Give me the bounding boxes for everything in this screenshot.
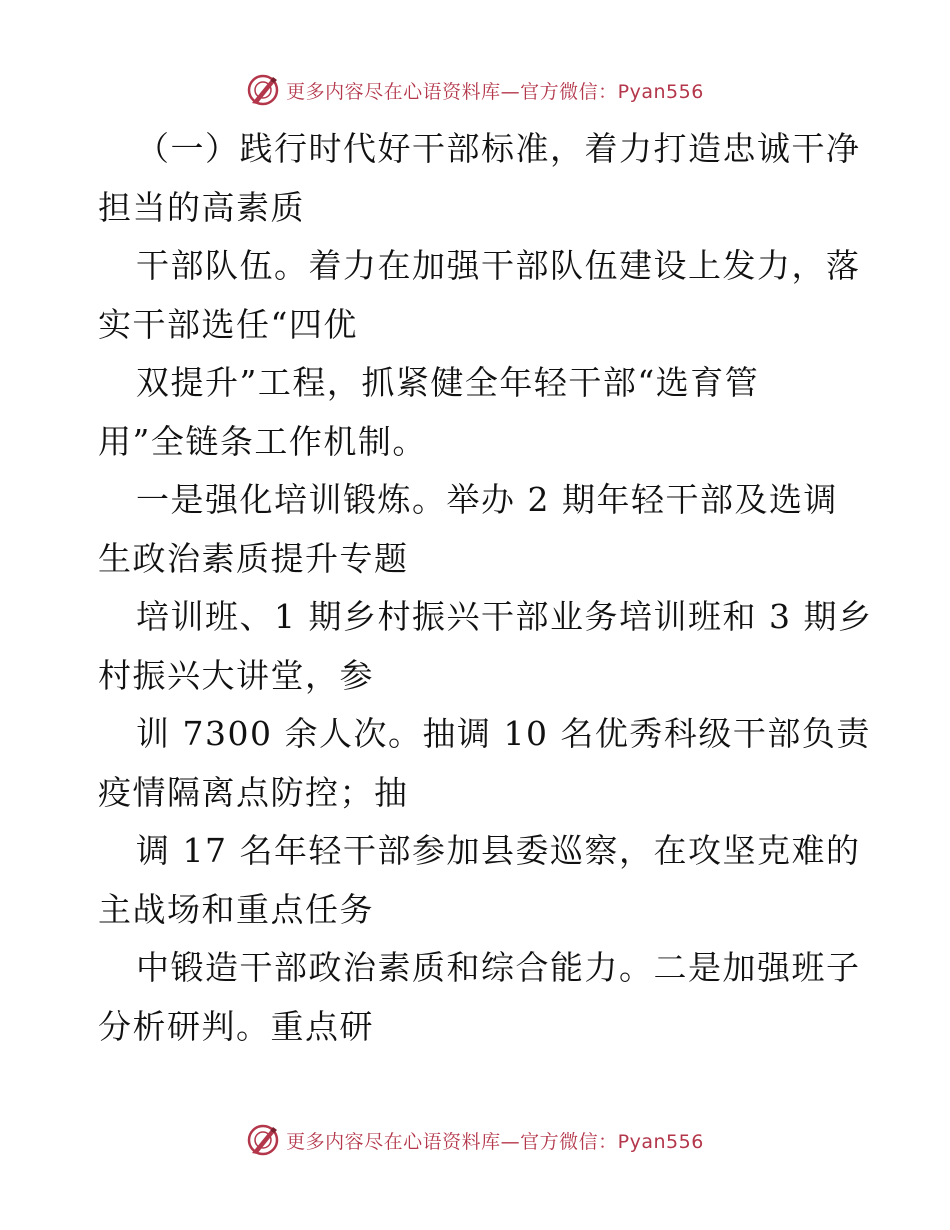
footer-banner xyxy=(0,1120,950,1160)
paragraph-line: 调 17 名年轻干部参加县委巡察，在攻坚克难的 xyxy=(136,831,861,870)
paragraph-line: 担当的高素质 xyxy=(98,187,305,227)
paragraph-line: 训 7300 余人次。抽调 10 名优秀科级干部负责 xyxy=(136,714,871,753)
header-banner-text: 更多内容尽在心语资料库—官方微信：Pyan556 xyxy=(286,80,704,103)
paragraph-line: 中锻造干部政治素质和综合能力。二是加强班子 xyxy=(136,948,861,987)
paragraph-line: 生政治素质提升专题 xyxy=(98,538,409,578)
paragraph-line: 疫情隔离点防控；抽 xyxy=(98,772,409,812)
paragraph-line: 分析研判。重点研 xyxy=(98,1006,374,1046)
paragraph-line: 双提升”工程，抓紧健全年轻干部“选育管 xyxy=(136,363,760,402)
document-body xyxy=(98,120,873,1056)
paragraph-line: 干部队伍。着力在加强干部队伍建设上发力，落 xyxy=(136,246,861,285)
paragraph-line: 培训班、1 期乡村振兴干部业务培训班和 3 期乡 xyxy=(136,597,873,636)
paragraph-line: 主战场和重点任务 xyxy=(98,889,374,929)
paragraph-line: （一）践行时代好干部标准，着力打造忠诚干净 xyxy=(136,129,861,168)
paragraph-line: 实干部选任“四优 xyxy=(98,304,358,344)
paragraph-line: 村振兴大讲堂，参 xyxy=(98,655,374,695)
paragraph-line: 一是强化培训锻炼。举办 2 期年轻干部及选调 xyxy=(136,480,838,519)
pen-logo-icon xyxy=(246,1123,280,1157)
header-banner xyxy=(0,70,950,110)
footer-banner-text: 更多内容尽在心语资料库—官方微信：Pyan556 xyxy=(286,1130,704,1153)
pen-logo-icon xyxy=(246,73,280,107)
paragraph-line: 用”全链条工作机制。 xyxy=(98,421,427,461)
